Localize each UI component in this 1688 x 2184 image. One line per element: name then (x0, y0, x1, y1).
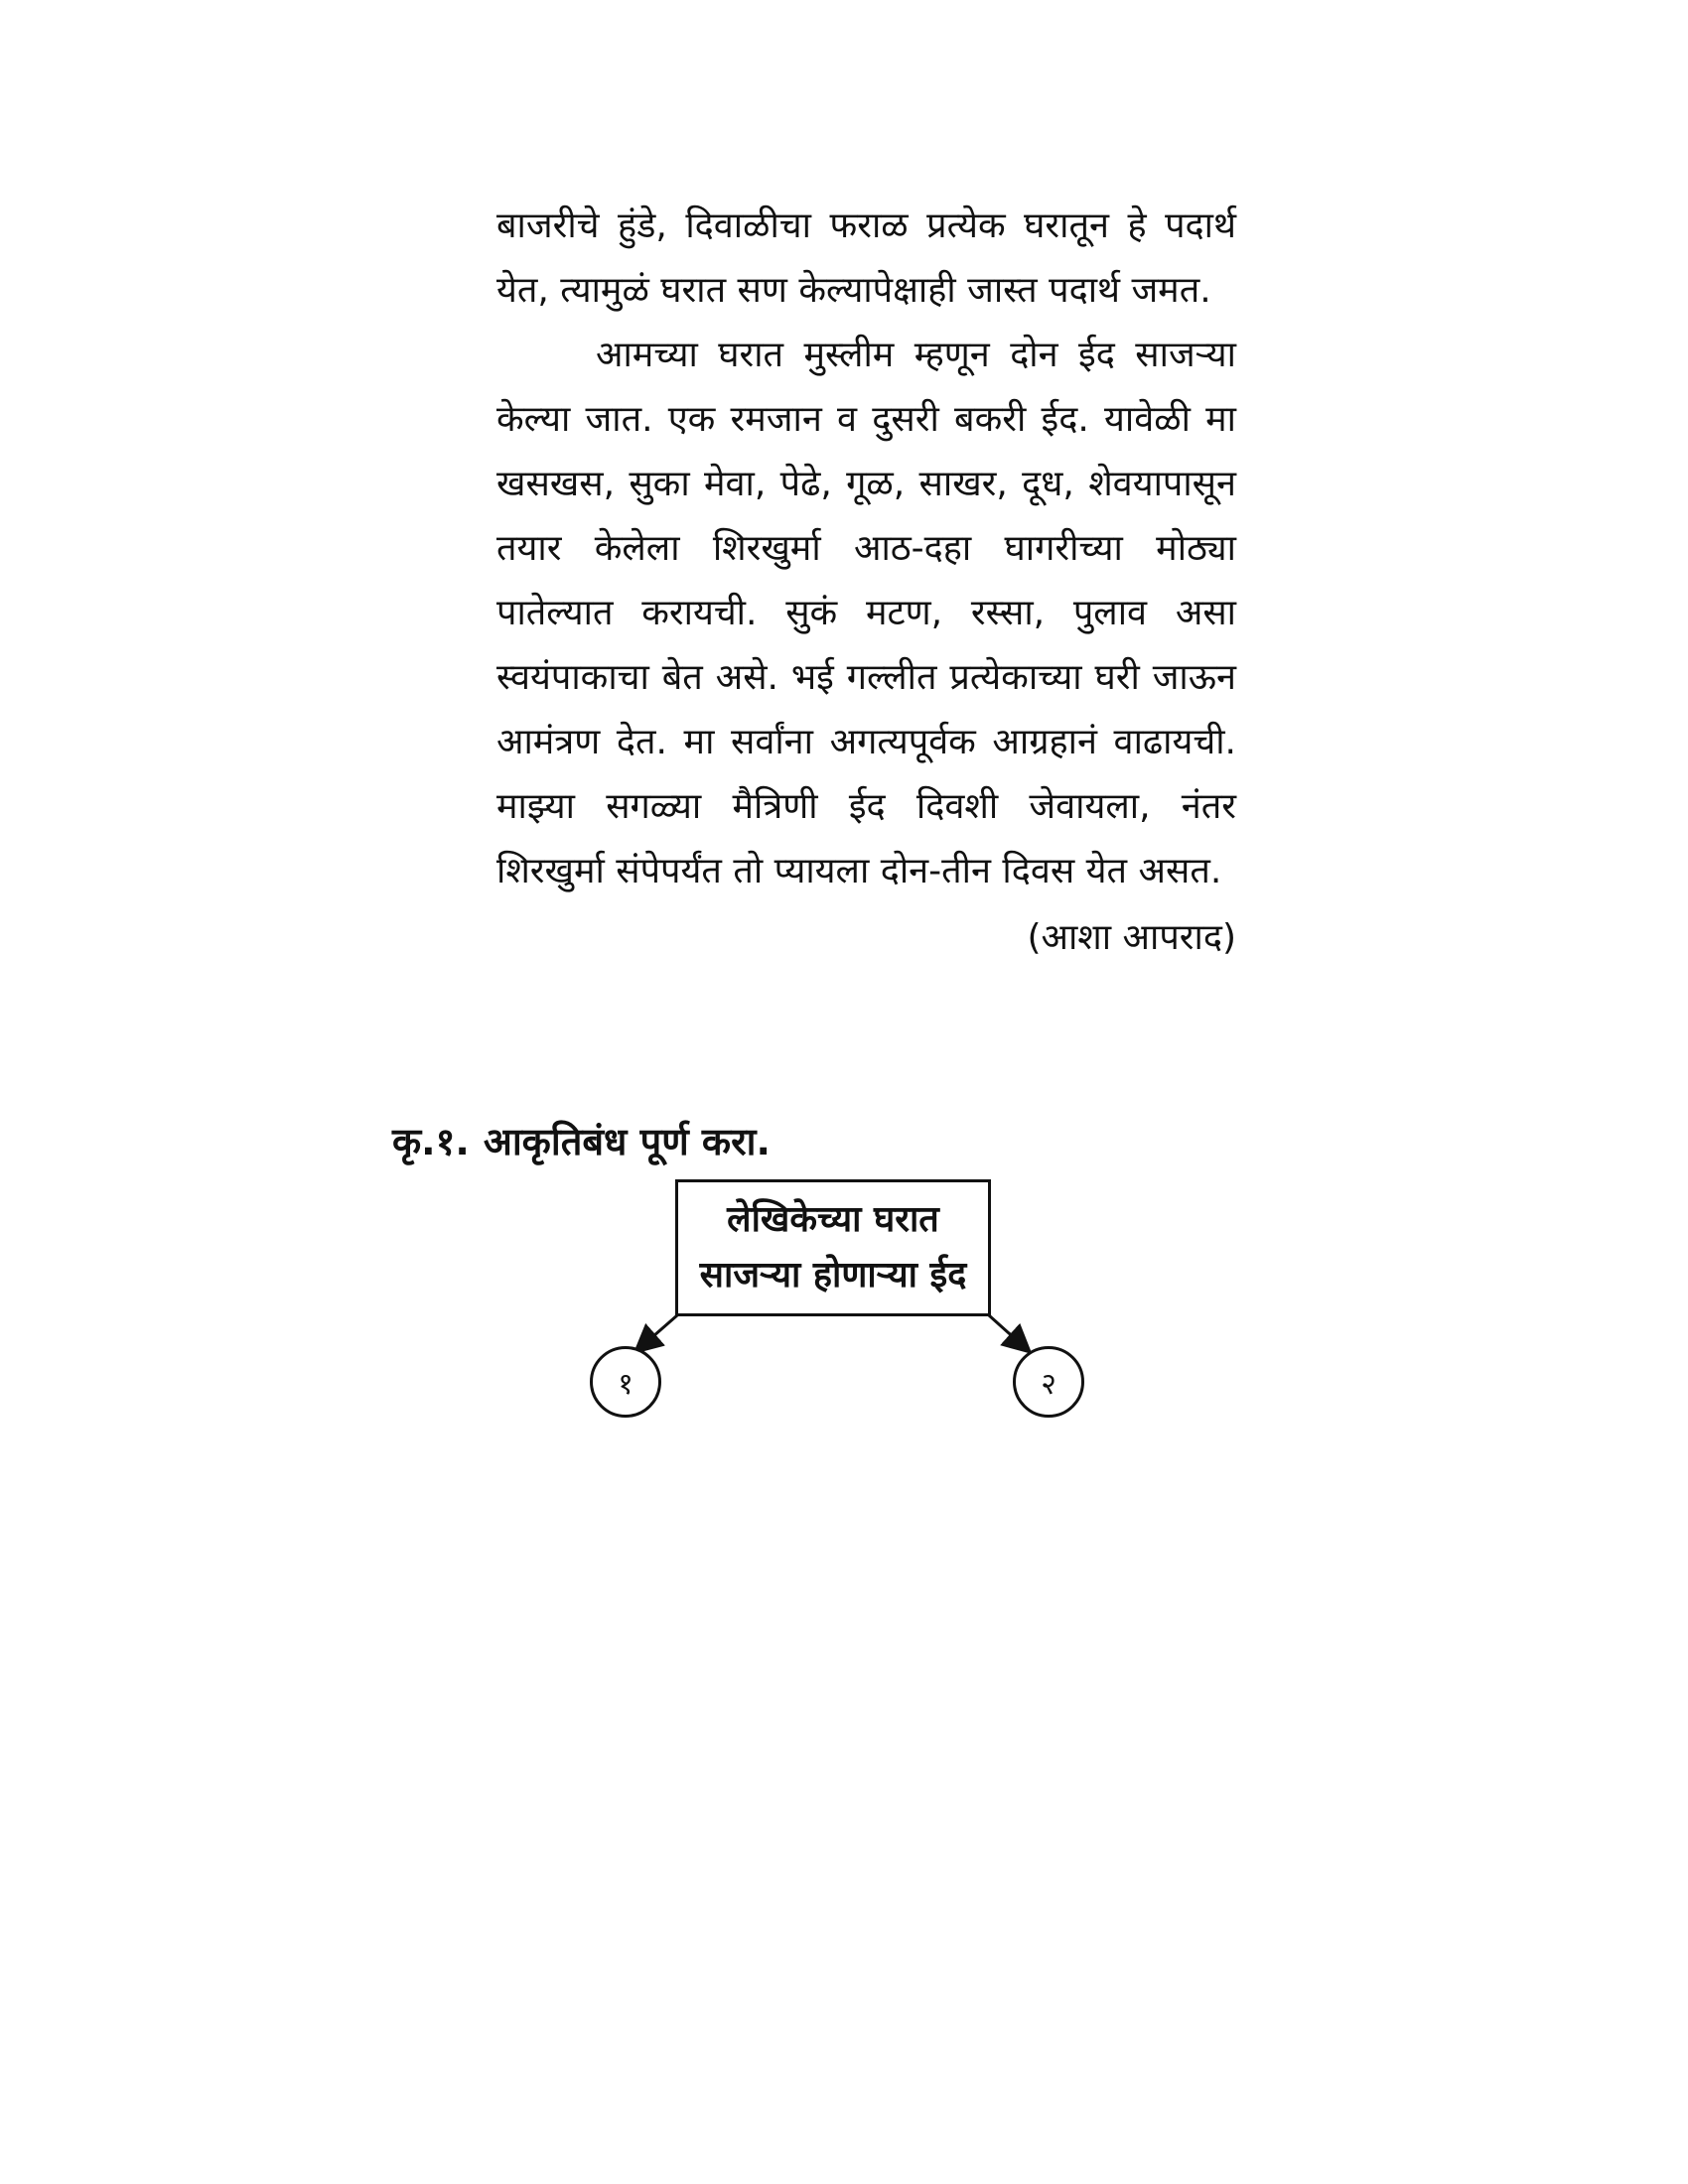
question-heading (392, 1112, 771, 1171)
center-box-line-1: लेखिकेच्या घरात (727, 1199, 939, 1240)
answer-circle-2-label: २ (1041, 1366, 1056, 1402)
arrow-to-slot-1 (637, 1315, 677, 1350)
passage (496, 194, 1236, 970)
answer-circle-2[interactable] (1013, 1346, 1084, 1418)
answer-circle-1-label: १ (618, 1366, 633, 1402)
answer-circle-1[interactable] (590, 1346, 661, 1418)
concept-diagram (576, 1171, 1112, 1439)
passage-author: (आशा आपराद) (1027, 917, 1236, 958)
arrow-to-slot-2 (989, 1315, 1028, 1350)
diagram-center-box (675, 1179, 991, 1316)
passage-paragraph-2: आमच्या घरात मुस्लीम म्हणून दोन ईद साजऱ्या केल्या जात. एक रमजान व दुसरी बकरी ईद. यावेळी मा खसखस, सुका मेवा, पेढे, गूळ, साखर, दूध, शेवयापासून तयार केलेला शिरखुर्मा आठ-दहा घागरीच्या मोठ्या पातेल्यात करायची. सुकं मटण, रस्सा, पुलाव असा स्वयंपाकाचा बेत असे. भई गल्लीत प्रत्येकाच्या घरी जाऊन आमंत्रण देत. मा सर्वांना अगत्यपूर्वक आग्रहानं वाढायची. माझ्या सगळ्या मैत्रिणी ईद दिवशी जेवायला, नंतर शिरखुर्मा संपेपर्यंत तो प्यायला दोन-तीन दिवस येत असत. (496, 335, 1236, 891)
passage-paragraph-1: बाजरीचे हुंडे, दिवाळीचा फराळ प्रत्येक घरातून हे पदार्थ येत, त्यामुळं घरात सण केल्यापेक्षाही जास्त पदार्थ जमत. (496, 205, 1236, 311)
question-number: कृ.१. (392, 1120, 470, 1163)
question-text: आकृतिबंध पूर्ण करा. (483, 1120, 771, 1163)
center-box-line-2: साजऱ्या होणाऱ्या ईद (699, 1255, 967, 1296)
